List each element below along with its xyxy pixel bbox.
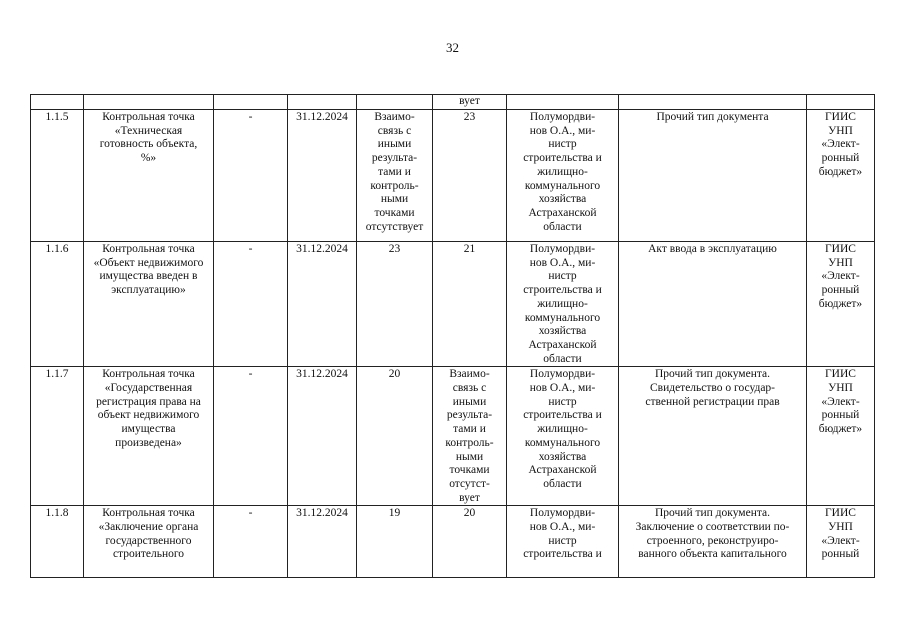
table-row (31, 367, 875, 506)
prev-value: - (214, 367, 288, 506)
row-id: 1.1.7 (31, 367, 84, 506)
due-date: 31.12.2024 (288, 110, 357, 242)
page-number: 32 (446, 40, 459, 55)
successor-link: 23 (433, 110, 507, 242)
successor-link: 20 (433, 506, 507, 578)
information-system: ГИИС УНП «Элект- ронный бюджет» (807, 242, 875, 367)
information-system: ГИИС УНП «Элект- ронный (807, 506, 875, 578)
prev-value: - (214, 506, 288, 578)
due-date: 31.12.2024 (288, 367, 357, 506)
table-cell (507, 95, 619, 110)
table-cell (619, 95, 807, 110)
responsible-person: Полумордви- нов О.А., ми- нистр строительства и жилищно- коммунального хозяйства Астраханской области (507, 242, 619, 367)
due-date: 31.12.2024 (288, 506, 357, 578)
table-row (31, 242, 875, 367)
table-cell (288, 95, 357, 110)
row-id: 1.1.5 (31, 110, 84, 242)
continuation-row (31, 95, 875, 110)
responsible-person: Полумордви- нов О.А., ми- нистр строительства и жилищно- коммунального хозяйства Астраханской области (507, 367, 619, 506)
document-type: Акт ввода в эксплуатацию (619, 242, 807, 367)
control-point-name: Контрольная точка «Заключение органа государственного строительного (84, 506, 214, 578)
table-cell (214, 95, 288, 110)
information-system: ГИИС УНП «Элект- ронный бюджет» (807, 110, 875, 242)
control-point-name: Контрольная точка «Объект недвижимого имущества введен в эксплуатацию» (84, 242, 214, 367)
row-id: 1.1.6 (31, 242, 84, 367)
successor-link: 21 (433, 242, 507, 367)
table-cell (84, 95, 214, 110)
control-point-name: Контрольная точка «Техническая готовность объекта, %» (84, 110, 214, 242)
predecessor-link: 20 (357, 367, 433, 506)
predecessor-link: 23 (357, 242, 433, 367)
table-cell (807, 95, 875, 110)
responsible-person: Полумордви- нов О.А., ми- нистр строительства и жилищно- коммунального хозяйства Астраханской области (507, 110, 619, 242)
document-type: Прочий тип документа (619, 110, 807, 242)
row-id: 1.1.8 (31, 506, 84, 578)
information-system: ГИИС УНП «Элект- ронный бюджет» (807, 367, 875, 506)
table-cell (357, 95, 433, 110)
successor-link: Взаимо- связь с иными результа- тами и контроль- ными точками отсутст- вует (433, 367, 507, 506)
due-date: 31.12.2024 (288, 242, 357, 367)
predecessor-link: 19 (357, 506, 433, 578)
table-row (31, 110, 875, 242)
table-cell: вует (433, 95, 507, 110)
control-point-name: Контрольная точка «Государственная регистрация права на объект недвижимого имущества произведена» (84, 367, 214, 506)
document-type: Прочий тип документа. Заключение о соответствии по- строенного, реконструиро- ванного объекта капитального (619, 506, 807, 578)
responsible-person: Полумордви- нов О.А., ми- нистр строительства и (507, 506, 619, 578)
table-row (31, 506, 875, 578)
control-points-table (30, 94, 875, 578)
document-type: Прочий тип документа. Свидетельство о государ- ственной регистрации прав (619, 367, 807, 506)
prev-value: - (214, 110, 288, 242)
predecessor-link: Взаимо- связь с иными результа- тами и контроль- ными точками отсутствует (357, 110, 433, 242)
table-cell (31, 95, 84, 110)
prev-value: - (214, 242, 288, 367)
